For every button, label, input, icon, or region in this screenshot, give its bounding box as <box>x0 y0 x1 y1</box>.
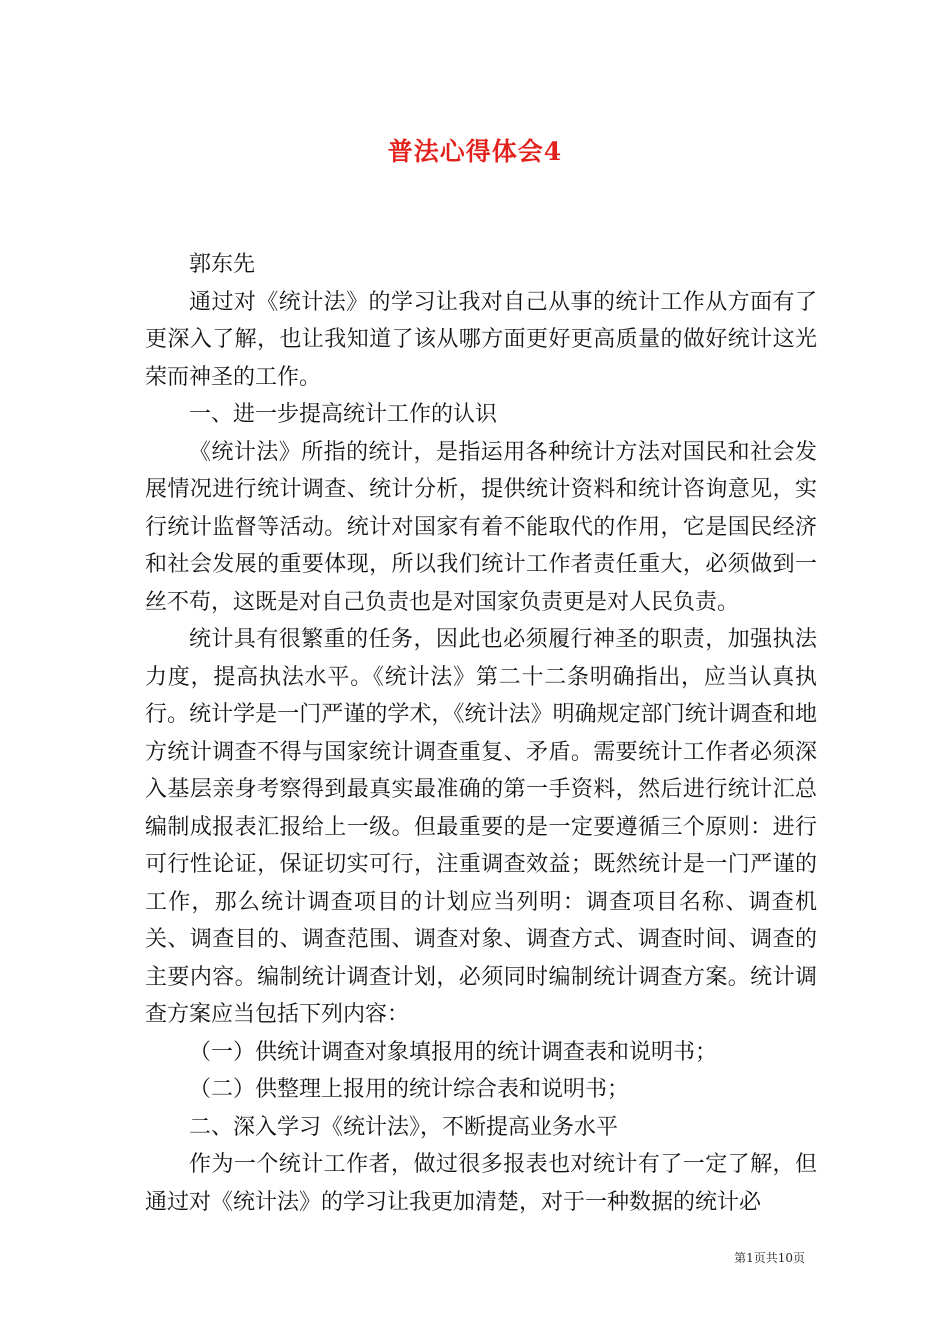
list-item: （一）供统计调查对象填报用的统计调查表和说明书； <box>189 1039 718 1065</box>
paragraph: 作为一个统计工作者，做过很多报表也对统计有了一定了解，但通过对《统计法》的学习让我更加清楚，对于一种数据的统计必 <box>145 1152 817 1215</box>
paragraph: 《统计法》所指的统计，是指运用各种统计方法对国民和社会发展情况进行统计调查、统计分析，提供统计资料和统计咨询意见，实行统计监督等活动。统计对国家有着不能取代的作用，它是国民经济和社会发展的重要体现，所以我们统计工作者责任重大，必须做到一丝不苟，这既是对自己负责也是对国家负责更是对人民负责。 <box>145 439 817 615</box>
page-number: 第1页共10页 <box>734 1251 805 1265</box>
author-line: 郭东先 <box>189 252 256 277</box>
document-body <box>145 246 817 1221</box>
list-item: （二）供整理上报用的统计综合表和说明书； <box>189 1077 630 1102</box>
document-title: 普法心得体会4 <box>387 137 563 166</box>
paragraph: 统计具有很繁重的任务，因此也必须履行神圣的职责，加强执法力度，提高执法水平。《统计法》第二十二条明确指出，应当认真执行。统计学是一门严谨的学术，《统计法》明确规定部门统计调查和地方统计调查不得与国家统计调查重复、矛盾。需要统计工作者必须深入基层亲身考察得到最真实最准确的第一手资料，然后进行统计汇总编制成报表汇报给上一级。但最重要的是一定要遵循三个原则：进行可行性论证，保证切实可行，注重调查效益；既然统计是一门严谨的工作，那么统计调查项目的计划应当列明：调查项目名称、调查机关、调查目的、调查范围、调查对象、调查方式、调查时间、调查的主要内容。编制统计调查计划，必须同时编制统计调查方案。统计调查方案应当包括下列内容： <box>145 627 817 1027</box>
section-heading: 一、进一步提高统计工作的认识 <box>189 402 498 427</box>
section-heading: 二、深入学习《统计法》，不断提高业务水平 <box>189 1114 619 1140</box>
paragraph: 通过对《统计法》的学习让我对自己从事的统计工作从方面有了更深入了解，也让我知道了该从哪方面更好更高质量的做好统计这光荣而神圣的工作。 <box>145 289 817 390</box>
